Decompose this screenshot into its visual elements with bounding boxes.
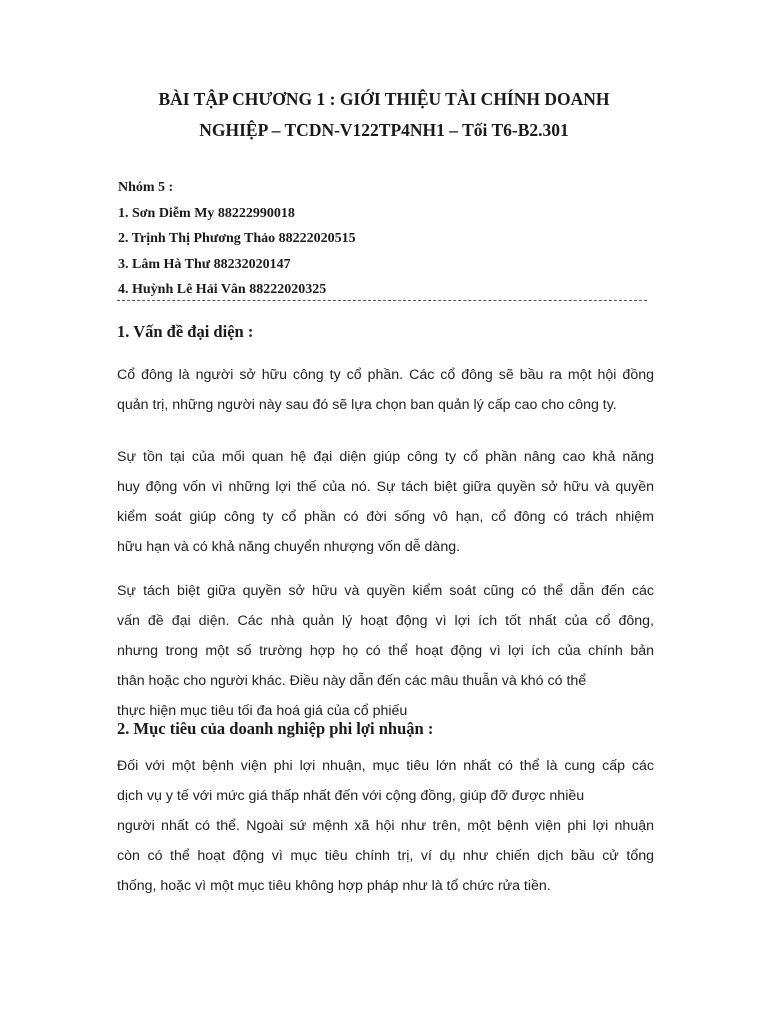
text-line: Sự tách biệt giữa quyền sở hữu và quyền kiểm soát cũng có thể dẫn đến các bbox=[117, 583, 654, 599]
text-line: Đối với một bệnh viện phi lợi nhuận, mục tiêu lớn nhất có thể là cung cấp các bbox=[117, 758, 654, 774]
member-item: 4. Huỳnh Lê Hải Vân 88222020325 bbox=[118, 282, 327, 297]
text-line: Cổ đông là người sở hữu công ty cổ phần. Các cổ đông sẽ bầu ra một hội đồng bbox=[117, 367, 654, 383]
paragraph bbox=[117, 751, 654, 901]
paragraph bbox=[117, 360, 654, 420]
document-title bbox=[100, 84, 668, 146]
text-line: kiểm soát giúp công ty cổ phần có đời sống vô hạn, cổ đông có trách nhiệm bbox=[117, 509, 654, 525]
text-line: hữu hạn và có khả năng chuyển nhượng vốn dễ dàng. bbox=[117, 539, 461, 555]
text-line: nhưng trong một số trường hợp họ có thể hoạt động vì lợi ích của chính bản bbox=[117, 643, 654, 659]
text-line: quản trị, những người này sau đó sẽ lựa chọn ban quản lý cấp cao cho công ty. bbox=[117, 397, 617, 413]
text-line: thực hiện mục tiêu tối đa hoá giá của cổ phiếu bbox=[117, 703, 408, 719]
divider-line bbox=[117, 300, 647, 301]
group-label: Nhóm 5 : bbox=[118, 180, 174, 195]
text-line: còn có thể hoạt động vì mục tiêu chính trị, ví dụ như chiến dịch bầu cử tổng bbox=[117, 848, 654, 864]
member-item: 3. Lâm Hà Thư 88232020147 bbox=[118, 256, 291, 272]
member-item: 1. Sơn Diễm My 88222990018 bbox=[118, 205, 295, 221]
paragraph bbox=[117, 576, 654, 726]
text-line: thống, hoặc vì một mục tiêu không hợp pháp như là tổ chức rửa tiền. bbox=[117, 878, 551, 894]
paragraph bbox=[117, 442, 654, 562]
text-line: vấn đề đại diện. Các nhà quản lý hoạt động vì lợi ích tốt nhất của cổ đông, bbox=[117, 613, 654, 629]
text-line: người nhất có thể. Ngoài sứ mệnh xã hội như trên, một bệnh viện phi lợi nhuận bbox=[117, 818, 654, 834]
group-info bbox=[118, 175, 356, 303]
text-line: huy động vốn vì những lợi thế của nó. Sự tách biệt giữa quyền sở hữu và quyền bbox=[117, 479, 654, 495]
text-line: dịch vụ y tế với mức giá thấp nhất đến với cộng đồng, giúp đỡ được nhiều bbox=[117, 788, 585, 804]
title-line-2: NGHIỆP – TCDN-V122TP4NH1 – Tối T6-B2.301 bbox=[199, 120, 569, 140]
text-line: Sự tồn tại của mối quan hệ đại diện giúp công ty cổ phần nâng cao khả năng bbox=[117, 449, 654, 465]
text-line: thân hoặc cho người khác. Điều này dẫn đến các mâu thuẫn và khó có thể bbox=[117, 673, 587, 689]
member-item: 2. Trịnh Thị Phương Thảo 88222020515 bbox=[118, 231, 356, 246]
section-heading-1: 1. Vấn đề đại diện : bbox=[117, 322, 254, 341]
title-line-1: BÀI TẬP CHƯƠNG 1 : GIỚI THIỆU TÀI CHÍNH DOANH bbox=[158, 89, 610, 109]
section-heading-2: 2. Mục tiêu của doanh nghiệp phi lợi nhuận : bbox=[117, 719, 434, 738]
